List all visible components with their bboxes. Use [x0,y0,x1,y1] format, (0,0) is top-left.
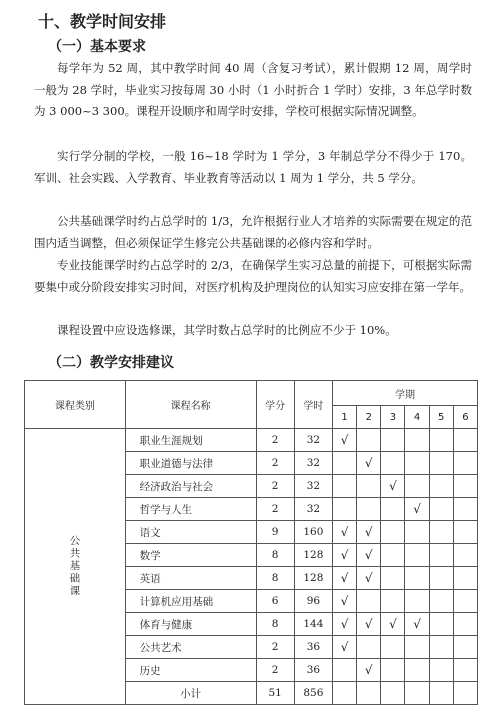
semester-cell [429,590,453,613]
semester-cell [357,475,381,498]
semester-cell [429,475,453,498]
check-mark: √ [389,479,397,493]
header-semester-number: 1 [333,406,357,429]
semester-cell [333,659,357,682]
check-mark: √ [340,617,349,631]
credits-cell: 2 [256,498,294,521]
check-mark: √ [340,640,349,654]
semester-cell [381,498,405,521]
semester-cell [405,429,429,452]
paragraph-teaching-weeks: 每学年为 52 周，其中教学时间 40 周（含复习考试），累计假期 12 周，周学时一般为 28 学时，毕业实习按每周 30 小时（1 小时折合 1 学时）安排，3 年总学时数为 3 000~3 300。课程开设顺序和周学时安排，学校可根据实际情况调整。 [34,61,472,118]
semester-cell [453,429,477,452]
semester-cell [429,544,453,567]
course-name-cell: 职业道德与法律 [125,452,256,475]
table-row [25,429,478,452]
semester-cell [429,682,453,705]
semester-cell [453,659,477,682]
check-mark: √ [340,571,349,585]
course-name-cell: 公共艺术 [125,636,256,659]
semester-cell [405,567,429,590]
semester-cell [429,567,453,590]
course-name-cell: 职业生涯规划 [125,429,256,452]
header-semester-number: 3 [381,406,405,429]
course-name-cell: 哲学与人生 [125,498,256,521]
credits-cell: 2 [256,659,294,682]
header-semester-number: 5 [429,406,453,429]
hours-cell: 36 [294,636,332,659]
hours-cell: 32 [294,429,332,452]
schedule-table [24,380,478,705]
check-mark: √ [364,617,373,631]
semester-cell [453,682,477,705]
semester-cell [357,498,381,521]
semester-cell [453,475,477,498]
semester-cell [381,613,405,636]
semester-cell [453,590,477,613]
semester-cell [357,544,381,567]
subsection-basic-requirements: （一）基本要求 [48,39,146,55]
semester-cell [405,498,429,521]
credits-cell: 2 [256,452,294,475]
semester-cell [357,613,381,636]
section-title: 十、教学时间安排 [38,12,167,31]
table-header-row [25,381,478,406]
paragraph-skill-courses: 专业技能课学时约占总学时的 2/3，在确保学生实习总量的前提下，可根据实际需要集中或分阶段安排实习时间，对医疗机构及护理岗位的认知实习应安排在第一学年。 [34,258,472,294]
hours-cell: 144 [294,613,332,636]
check-mark: √ [340,525,349,539]
semester-cell [453,498,477,521]
check-mark: √ [364,456,373,470]
semester-cell [333,567,357,590]
semester-cell [381,636,405,659]
check-mark: √ [340,594,349,608]
semester-cell [357,682,381,705]
semester-cell [405,521,429,544]
course-name-cell: 历史 [125,659,256,682]
hours-cell: 128 [294,567,332,590]
semester-cell [429,659,453,682]
semester-cell [453,544,477,567]
semester-cell [405,636,429,659]
semester-cell [429,452,453,475]
semester-cell [333,521,357,544]
semester-cell [357,429,381,452]
semester-cell [333,544,357,567]
category-cell: 公共基础课 [25,429,126,705]
semester-cell [453,567,477,590]
semester-cell [381,659,405,682]
paragraph-public-courses: 公共基础课学时约占总学时的 1/3，允许根据行业人才培养的实际需要在规定的范围内适当调整，但必须保证学生修完公共基础课的必修内容和学时。 [34,214,472,250]
course-name-cell: 经济政治与社会 [125,475,256,498]
semester-cell [453,636,477,659]
header-semester-number: 4 [405,406,429,429]
credits-cell: 6 [256,590,294,613]
hours-cell: 96 [294,590,332,613]
subtotal-credits: 51 [256,682,294,705]
credits-cell: 2 [256,636,294,659]
semester-cell [381,682,405,705]
semester-cell [453,521,477,544]
semester-cell [333,475,357,498]
course-name-cell: 计算机应用基础 [125,590,256,613]
check-mark: √ [340,548,349,562]
check-mark: √ [364,663,373,677]
semester-cell [381,590,405,613]
header-credits: 学分 [256,381,294,429]
semester-cell [405,659,429,682]
check-mark: √ [413,502,421,516]
course-name-cell: 体育与健康 [125,613,256,636]
semester-cell [333,452,357,475]
semester-cell [381,452,405,475]
semester-cell [333,429,357,452]
semester-cell [333,498,357,521]
semester-cell [381,567,405,590]
semester-cell [381,475,405,498]
header-hours: 学时 [294,381,332,429]
hours-cell: 32 [294,475,332,498]
semester-cell [405,613,429,636]
check-mark: √ [389,617,397,631]
header-category: 课程类别 [25,381,126,429]
semester-cell [429,521,453,544]
semester-cell [357,659,381,682]
semester-cell [381,521,405,544]
hours-cell: 160 [294,521,332,544]
paragraph-electives: 课程设置中应设选修课，其学时数占总学时的比例应不少于 10%。 [57,323,397,337]
subtotal-hours: 856 [294,682,332,705]
hours-cell: 128 [294,544,332,567]
semester-cell [357,452,381,475]
semester-cell [357,636,381,659]
semester-cell [357,521,381,544]
semester-cell [333,682,357,705]
hours-cell: 32 [294,498,332,521]
semester-cell [333,613,357,636]
semester-cell [381,544,405,567]
hours-cell: 36 [294,659,332,682]
check-mark: √ [364,525,373,539]
semester-cell [381,429,405,452]
semester-cell [453,452,477,475]
check-mark: √ [340,433,349,447]
semester-cell [357,567,381,590]
course-name-cell: 语文 [125,521,256,544]
semester-cell [405,590,429,613]
semester-cell [453,613,477,636]
course-name-cell: 数学 [125,544,256,567]
semester-cell [429,429,453,452]
semester-cell [429,636,453,659]
semester-cell [429,498,453,521]
subsection-teaching-arrangement: （二）教学安排建议 [48,355,174,371]
credits-cell: 8 [256,544,294,567]
check-mark: √ [413,617,421,631]
paragraph-credit-system: 实行学分制的学校，一般 16~18 学时为 1 学分，3 年制总学分不得少于 170。军训、社会实践、入学教育、毕业教育等活动以 1 周为 1 学分，共 5 学分。 [34,149,472,185]
header-course-name: 课程名称 [125,381,256,429]
course-name-cell: 英语 [125,567,256,590]
check-mark: √ [364,571,373,585]
header-semester-number: 6 [453,406,477,429]
semester-cell [405,452,429,475]
credits-cell: 8 [256,567,294,590]
semester-cell [333,636,357,659]
header-semester: 学期 [333,381,478,406]
header-semester-number: 2 [357,406,381,429]
credits-cell: 8 [256,613,294,636]
semester-cell [405,544,429,567]
semester-cell [405,475,429,498]
credits-cell: 2 [256,475,294,498]
credits-cell: 2 [256,429,294,452]
check-mark: √ [364,548,373,562]
semester-cell [333,590,357,613]
table-body [25,429,478,705]
subtotal-label: 小计 [125,682,256,705]
hours-cell: 32 [294,452,332,475]
semester-cell [429,613,453,636]
credits-cell: 9 [256,521,294,544]
semester-cell [405,682,429,705]
semester-cell [357,590,381,613]
